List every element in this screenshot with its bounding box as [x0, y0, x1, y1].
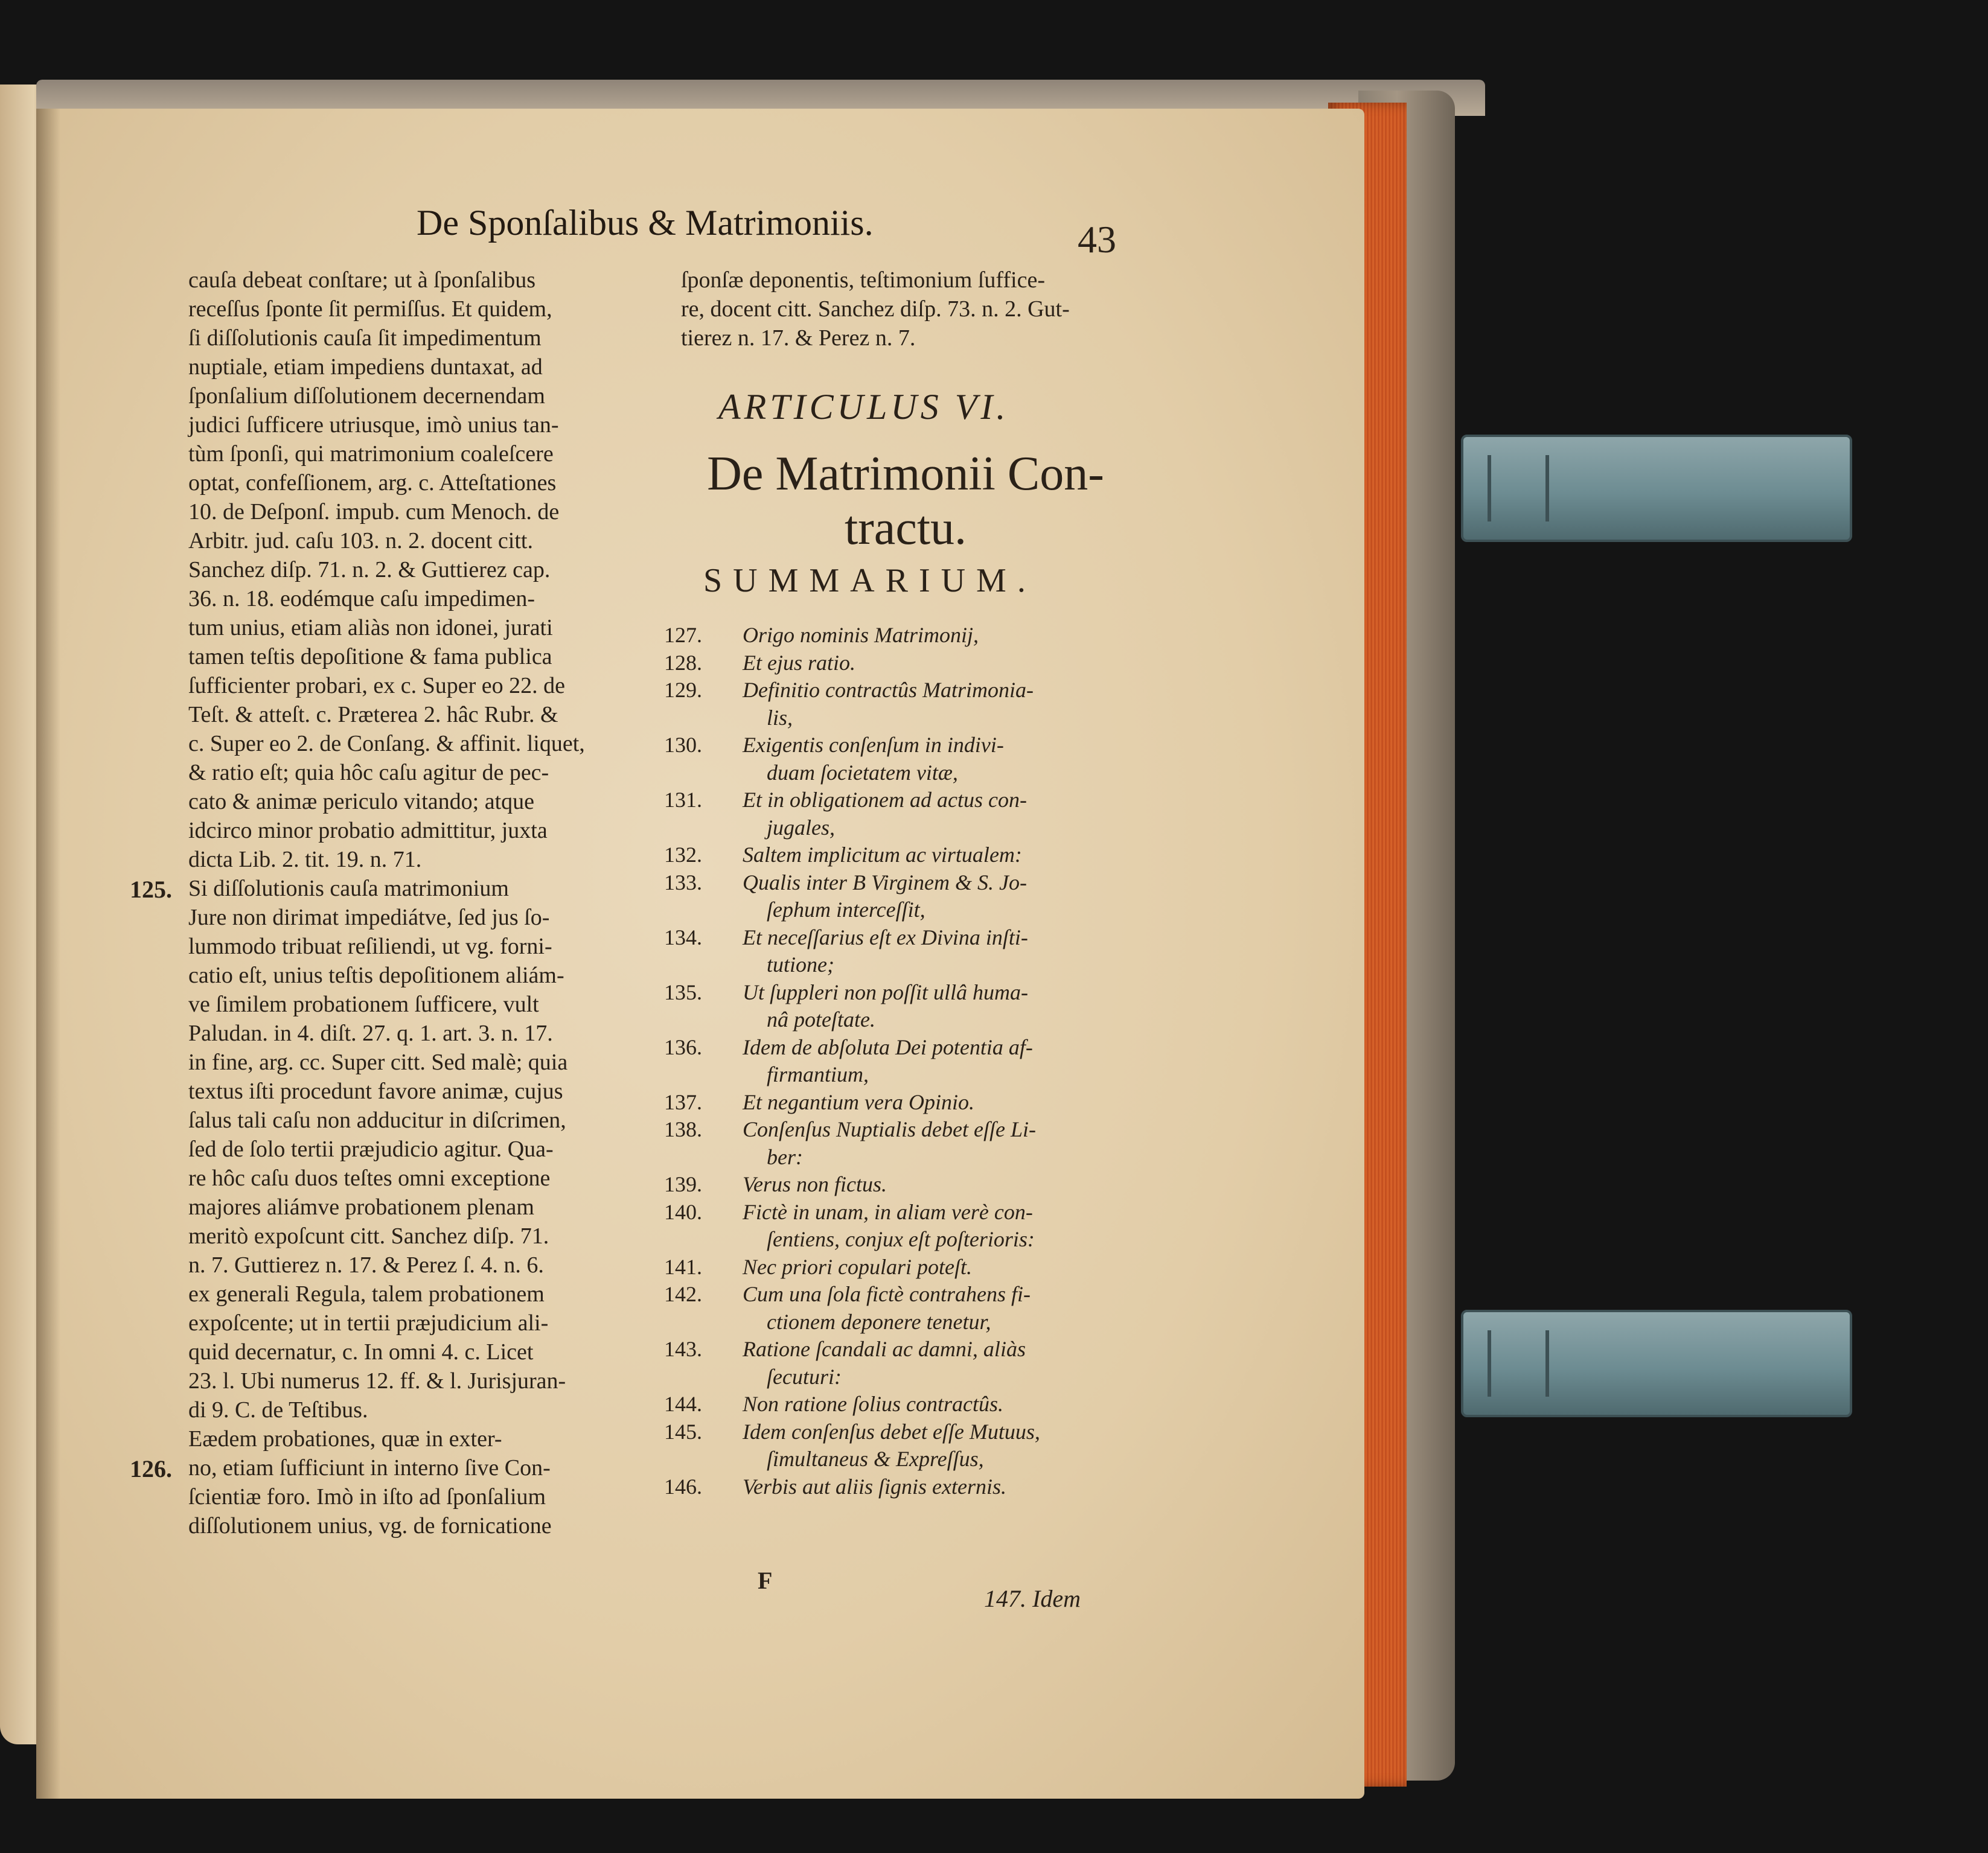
margin-number-126: 126. — [130, 1455, 172, 1482]
text-line: idcirco minor probatio admittitur, juxta — [188, 818, 548, 843]
summary-number: 137. — [664, 1089, 702, 1114]
article-label: ARTICULUS VI. — [718, 387, 1009, 427]
summary-item — [664, 1116, 1147, 1144]
text-line: Jure non dirimat impediátve, ſed jus ſo- — [188, 905, 550, 930]
summary-number: 146. — [664, 1474, 702, 1499]
summary-text: jugales, — [767, 815, 835, 840]
summary-number — [664, 704, 743, 732]
text-line: 23. l. Ubi numerus 12. ff. & l. Jurisjuran- — [188, 1368, 566, 1394]
summary-text: nâ poteſtate. — [767, 1007, 875, 1032]
summary-text: Et neceſſarius eſt ex Divina inſti- — [743, 925, 1028, 949]
summary-item — [664, 1336, 1147, 1363]
text-line: Sanchez diſp. 71. n. 2. & Guttierez cap. — [188, 557, 551, 582]
article-heading — [670, 447, 1141, 555]
summary-number: 139. — [664, 1172, 702, 1196]
summary-number: 143. — [664, 1337, 702, 1361]
summary-text: Cum una ſola fictè contrahens fi- — [743, 1282, 1031, 1306]
summary-item — [664, 1006, 1147, 1034]
summary-number: 129. — [664, 678, 702, 702]
text-line: Arbitr. jud. caſu 103. n. 2. docent citt. — [188, 528, 533, 553]
summary-text: Saltem implicitum ac virtualem: — [743, 843, 1022, 867]
text-line: nuptiale, etiam impediens duntaxat, ad — [188, 354, 543, 380]
summary-number: 134. — [664, 925, 702, 949]
summary-item — [664, 1309, 1147, 1336]
summary-text: Et ejus ratio. — [743, 650, 855, 675]
metal-clasp-upper — [1461, 435, 1852, 542]
text-line: ve ſimilem probationem ſufficere, vult — [188, 992, 539, 1017]
text-line: ſufficienter probari, ex c. Super eo 22. de — [188, 673, 565, 698]
summary-item — [664, 951, 1147, 979]
summary-item — [664, 677, 1147, 704]
summary-number: 142. — [664, 1282, 702, 1306]
text-line: & ratio eſt; quia hôc caſu agitur de pec- — [188, 760, 549, 785]
summary-item — [664, 979, 1147, 1007]
text-line: lummodo tribuat reſiliendi, ut vg. forni- — [188, 934, 552, 959]
summary-number — [664, 1446, 743, 1473]
summary-number: 131. — [664, 788, 702, 812]
text-line: ſed de ſolo tertii præjudicio agitur. Qua- — [188, 1137, 554, 1162]
margin-number-125: 125. — [130, 876, 172, 903]
summary-text: Fictè in unam, in aliam verè con- — [743, 1199, 1033, 1224]
summary-item — [664, 1171, 1147, 1199]
summary-item — [664, 1363, 1147, 1391]
summary-number: 140. — [664, 1199, 702, 1224]
summary-text: Et in obligationem ad actus con- — [743, 788, 1027, 812]
signature-mark: F — [758, 1567, 773, 1594]
text-line: re, docent citt. Sanchez diſp. 73. n. 2. Gut- — [681, 296, 1070, 322]
gutter-shadow — [36, 109, 60, 1799]
text-line: Si diſſolutionis cauſa matrimonium — [188, 876, 509, 901]
summary-item — [664, 704, 1147, 732]
text-line: Eædem probationes, quæ in exter- — [188, 1426, 502, 1452]
text-line: tierez n. 17. & Perez n. 7. — [681, 325, 916, 351]
summary-item — [664, 841, 1147, 869]
catchword: 147. Idem — [984, 1585, 1081, 1612]
text-line: catio eſt, unius teſtis depoſitionem aliám- — [188, 963, 564, 988]
summary-item — [664, 924, 1147, 952]
text-line: cato & animæ periculo vitando; atque — [188, 789, 535, 814]
summary-item — [664, 1034, 1147, 1062]
summary-number: 127. — [664, 623, 702, 647]
metal-clasp-lower — [1461, 1310, 1852, 1417]
text-line: di 9. C. de Teſtibus. — [188, 1397, 368, 1423]
summary-item — [664, 1418, 1147, 1446]
summary-text: Ratione ſcandali ac damni, aliàs — [743, 1337, 1026, 1361]
article-heading-line2: tractu. — [844, 502, 967, 555]
summary-number — [664, 1061, 743, 1089]
text-line: optat, confeſſionem, arg. c. Atteſtationes — [188, 470, 557, 496]
running-head: De Sponſalibus & Matrimoniis. — [417, 203, 874, 243]
summary-text: duam ſocietatem vitæ, — [767, 760, 958, 785]
summary-text: Verbis aut aliis ſignis externis. — [743, 1474, 1006, 1499]
text-line: dicta Lib. 2. tit. 19. n. 71. — [188, 847, 422, 872]
summary-text: Definitio contractûs Matrimonia- — [743, 678, 1034, 702]
summary-number: 128. — [664, 650, 702, 675]
text-line: Paludan. in 4. diſt. 27. q. 1. art. 3. n. 17. — [188, 1021, 553, 1046]
summary-number: 145. — [664, 1419, 702, 1444]
summary-item — [664, 732, 1147, 759]
text-line: ſi diſſolutionis cauſa ſit impedimentum — [188, 325, 542, 351]
summary-item — [664, 869, 1147, 897]
summary-number — [664, 759, 743, 787]
summary-text: Idem conſenſus debet eſſe Mutuus, — [743, 1419, 1040, 1444]
summary-item — [664, 1254, 1147, 1281]
summary-item — [664, 1391, 1147, 1418]
text-line: no, etiam ſufficiunt in interno ſive Con- — [188, 1455, 551, 1481]
summary-text: ctionem deponere tenetur, — [767, 1309, 991, 1334]
summary-text: Origo nominis Matrimonij, — [743, 623, 979, 647]
text-line: ſponſalium diſſolutionem decernendam — [188, 383, 545, 409]
text-line: quid decernatur, c. In omni 4. c. Licet — [188, 1339, 534, 1365]
summary-text: firmantium, — [767, 1062, 869, 1086]
summary-number — [664, 896, 743, 924]
summary-text: Conſenſus Nuptialis debet eſſe Li- — [743, 1117, 1036, 1141]
summary-number: 141. — [664, 1254, 702, 1279]
summary-number: 133. — [664, 870, 702, 895]
text-line: textus iſti procedunt favore animæ, cujus — [188, 1079, 563, 1104]
summary-list — [664, 622, 1147, 1501]
summary-number — [664, 1226, 743, 1254]
summary-item — [664, 649, 1147, 677]
text-line: ſponſæ deponentis, teſtimonium ſuffice- — [681, 267, 1045, 293]
text-line: n. 7. Guttierez n. 17. & Perez ſ. 4. n. 6. — [188, 1252, 544, 1278]
text-line: meritò expoſcunt citt. Sanchez diſp. 71. — [188, 1223, 549, 1249]
text-line: 10. de Deſponſ. impub. cum Menoch. de — [188, 499, 560, 525]
summary-text: Exigentis conſenſum in indivi- — [743, 733, 1004, 757]
summary-number — [664, 951, 743, 979]
summary-text: ſentiens, conjux eſt poſterioris: — [767, 1227, 1035, 1251]
text-line: cauſa debeat conſtare; ut à ſponſalibus — [188, 267, 536, 293]
summarium-label: SUMMARIUM. — [703, 562, 1037, 599]
text-line: 36. n. 18. eodémque caſu impedimen- — [188, 586, 535, 611]
text-line: Teſt. & atteſt. c. Præterea 2. hâc Rubr. & — [188, 702, 558, 727]
summary-number — [664, 1006, 743, 1034]
summary-number: 132. — [664, 843, 702, 867]
text-line: tum unius, etiam aliàs non idonei, jurati — [188, 615, 553, 640]
summary-number: 138. — [664, 1117, 702, 1141]
summary-item — [664, 1446, 1147, 1473]
summary-number — [664, 1144, 743, 1172]
summary-text: Verus non fictus. — [743, 1172, 887, 1196]
summary-item — [664, 1226, 1147, 1254]
summary-text: lis, — [767, 705, 793, 730]
right-column-top — [681, 266, 1140, 352]
text-line: c. Super eo 2. de Conſang. & affinit. liquet, — [188, 731, 585, 756]
text-line: tamen teſtis depoſitione & fama publica — [188, 644, 552, 669]
summary-text: Idem de abſoluta Dei potentia af- — [743, 1035, 1033, 1059]
summary-text: Nec priori copulari poteſt. — [743, 1254, 972, 1279]
summary-text: tutione; — [767, 952, 834, 977]
text-line: receſſus ſponte ſit permiſſus. Et quidem, — [188, 296, 552, 322]
summary-item — [664, 1281, 1147, 1309]
text-line: ſalus tali caſu non adducitur in diſcrimen, — [188, 1108, 566, 1133]
left-column — [188, 266, 647, 1540]
text-line: re hôc caſu duos teſtes omni exceptione — [188, 1166, 551, 1191]
text-line: judici ſufficere utriusque, imò unius tan- — [188, 412, 559, 438]
summary-item — [664, 814, 1147, 842]
summary-item — [664, 1061, 1147, 1089]
text-line: in fine, arg. cc. Super citt. Sed malè; quia — [188, 1050, 568, 1075]
summary-item — [664, 759, 1147, 787]
summary-item — [664, 1473, 1147, 1501]
page-number: 43 — [1078, 218, 1116, 261]
summary-text: ſephum interceſſit, — [767, 898, 925, 922]
summary-number — [664, 1309, 743, 1336]
article-heading-line1: De Matrimonii Con- — [707, 447, 1104, 500]
text-line: majores aliámve probationem plenam — [188, 1194, 534, 1220]
summary-text: ſecuturi: — [767, 1364, 842, 1389]
summary-number — [664, 814, 743, 842]
summary-number: 135. — [664, 980, 702, 1004]
summary-item — [664, 786, 1147, 814]
summary-item — [664, 1144, 1147, 1172]
summary-text: Et negantium vera Opinio. — [743, 1089, 974, 1114]
summary-text: Ut ſuppleri non poſſit ullâ huma- — [743, 980, 1028, 1004]
summary-item — [664, 622, 1147, 649]
summary-item — [664, 896, 1147, 924]
text-line: ſcientiæ foro. Imò in iſto ad ſponſalium — [188, 1484, 546, 1510]
summary-number — [664, 1363, 743, 1391]
text-line: expoſcente; ut in tertii præjudicium ali- — [188, 1310, 549, 1336]
text-line: diſſolutionem unius, vg. de fornicatione — [188, 1513, 552, 1539]
summary-item — [664, 1199, 1147, 1226]
text-line: tùm ſponſi, qui matrimonium coaleſcere — [188, 441, 554, 467]
text-line: ex generali Regula, talem probationem — [188, 1281, 545, 1307]
summary-number: 136. — [664, 1035, 702, 1059]
summary-text: Qualis inter B Virginem & S. Jo- — [743, 870, 1027, 895]
summary-text: Non ratione ſolius contractûs. — [743, 1392, 1003, 1416]
summary-number: 144. — [664, 1392, 702, 1416]
summary-text: ſimultaneus & Expreſſus, — [767, 1447, 984, 1471]
summary-number: 130. — [664, 733, 702, 757]
summary-text: ber: — [767, 1144, 803, 1169]
summary-item — [664, 1089, 1147, 1117]
